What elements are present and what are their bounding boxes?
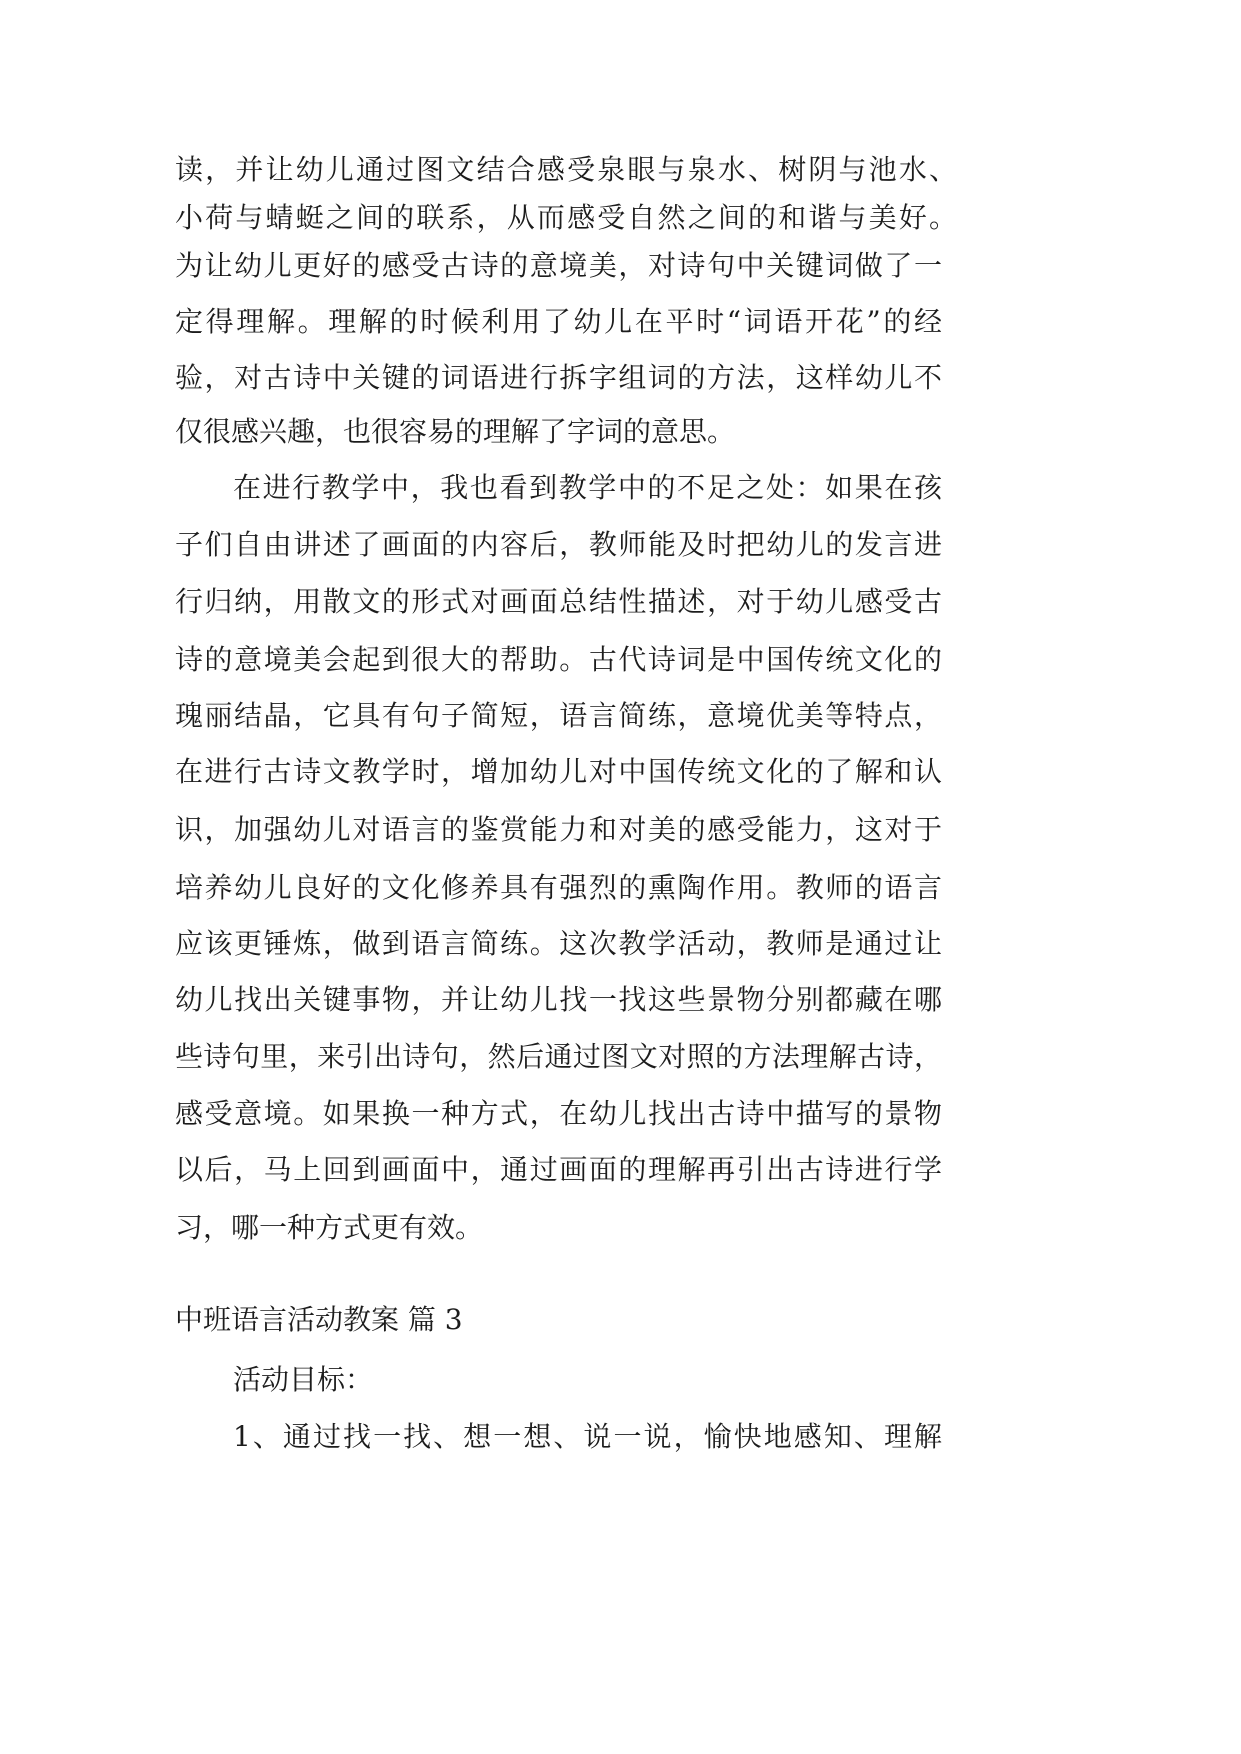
body-text-line: 培养幼儿良好的文化修养具有强烈的熏陶作用。教师的语言 [175,871,942,904]
goal-item: 1、通过找一找、想一想、说一说，愉快地感知、理解 [233,1420,942,1453]
section-heading: 中班语言活动教案 篇 3 [175,1303,463,1336]
body-text-line: 识，加强幼儿对语言的鉴赏能力和对美的感受能力，这对于 [175,813,942,846]
body-text-line: 习，哪一种方式更有效。 [175,1211,484,1244]
body-text-line: 些诗句里，来引出诗句，然后通过图文对照的方法理解古诗， [175,1040,942,1073]
body-text-line: 读，并让幼儿通过图文结合感受泉眼与泉水、树阴与池水、 [175,153,957,186]
body-text-line: 为让幼儿更好的感受古诗的意境美，对诗句中关键词做了一 [175,249,942,282]
body-text-line: 感受意境。如果换一种方式，在幼儿找出古诗中描写的景物 [175,1097,942,1130]
body-text-line: 行归纳，用散文的形式对画面总结性描述，对于幼儿感受古 [175,585,942,618]
body-text-line: 子们自由讲述了画面的内容后，教师能及时把幼儿的发言进 [175,528,942,561]
body-text-line: 验，对古诗中关键的词语进行拆字组词的方法，这样幼儿不 [175,361,942,394]
body-text-line: 以后，马上回到画面中，通过画面的理解再引出古诗进行学 [175,1153,942,1186]
body-text-line: 瑰丽结晶，它具有句子简短，语言简练，意境优美等特点， [175,699,942,732]
body-text-line: 定得理解。理解的时候利用了幼儿在平时“词语开花”的经 [175,305,942,338]
body-text-line: 在进行古诗文教学时，增加幼儿对中国传统文化的了解和认 [175,755,942,788]
body-text-line: 幼儿找出关键事物，并让幼儿找一找这些景物分别都藏在哪 [175,983,942,1016]
body-text-line: 应该更锤炼，做到语言简练。这次教学活动，教师是通过让 [175,927,942,960]
body-text-line: 小荷与蜻蜓之间的联系，从而感受自然之间的和谐与美好。 [175,201,957,234]
goals-title: 活动目标： [233,1363,374,1396]
body-text-line: 在进行教学中，我也看到教学中的不足之处：如果在孩 [233,471,942,504]
body-text-line: 仅很感兴趣，也很容易的理解了字词的意思。 [175,415,736,448]
body-text-line: 诗的意境美会起到很大的帮助。古代诗词是中国传统文化的 [175,643,942,676]
